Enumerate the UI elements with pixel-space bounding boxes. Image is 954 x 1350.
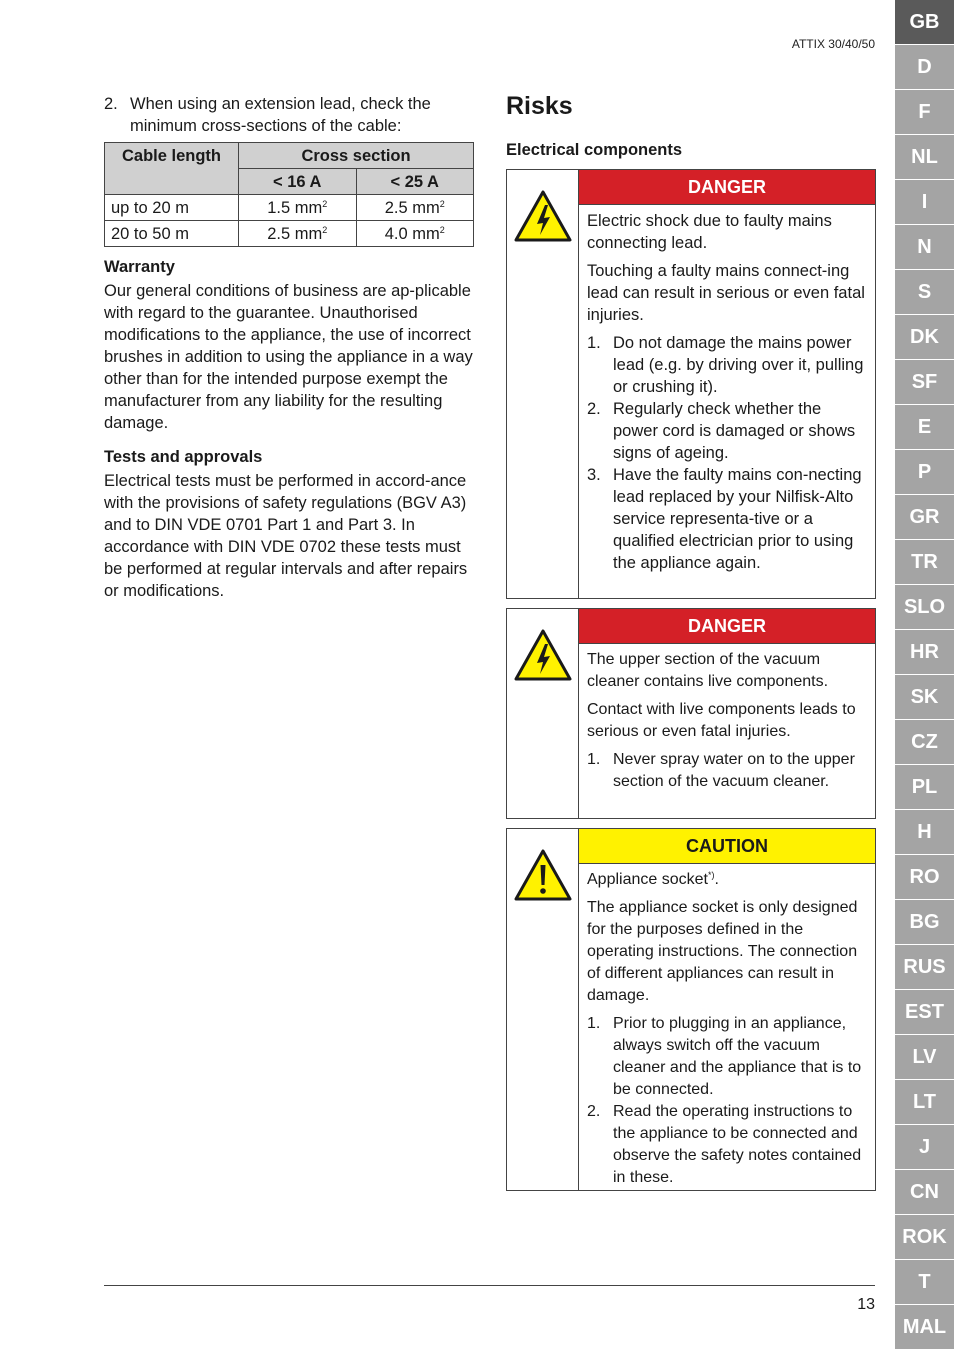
- table-cell-length: up to 20 m: [105, 195, 239, 221]
- language-tab-e[interactable]: E: [895, 405, 954, 449]
- language-tab-tr[interactable]: TR: [895, 540, 954, 584]
- warranty-text: Our general conditions of business are ap-plicable with regard to the guarantee. Unauthorised modifications to the appliance, the use of incorrect brushes in addition to using the appliance in a way other than for the intended purpose exempt the manufacturer from any liability for the resulting damage.: [104, 282, 473, 432]
- cable-table: [104, 142, 474, 247]
- language-sidebar: [895, 0, 954, 1350]
- caution-box-appliance-socket: [506, 828, 876, 1191]
- table-row: [105, 221, 474, 247]
- language-tab-d[interactable]: D: [895, 45, 954, 89]
- hazard-text: The upper section of the vacuum cleaner contains live components.: [587, 651, 829, 690]
- warranty-heading: Warranty: [104, 258, 175, 276]
- list-item: 1. Never spray water on to the upper section of the vacuum cleaner.: [587, 751, 855, 790]
- right-column: [506, 90, 876, 161]
- language-tab-pl[interactable]: PL: [895, 765, 954, 809]
- exclamation-warning-icon: [513, 848, 573, 902]
- list-number: 2.: [104, 95, 118, 113]
- list-item: 1. Prior to plugging in an appliance, always switch off the vacuum cleaner and the appliance that is to be connected.: [587, 1015, 862, 1098]
- consequence-text: The appliance socket is only designed for the purposes defined in the operating instructions. The connection of different appliances can result in damage.: [587, 899, 858, 1004]
- list-item: [104, 93, 474, 137]
- model-name: ATTIX 30/40/50: [791, 37, 875, 51]
- language-tab-lv[interactable]: LV: [895, 1035, 954, 1079]
- language-tab-mal[interactable]: MAL: [895, 1305, 954, 1349]
- language-tab-hr[interactable]: HR: [895, 630, 954, 674]
- language-tab-n[interactable]: N: [895, 225, 954, 269]
- danger-label: DANGER: [579, 609, 875, 644]
- hazard-text: Appliance socket*).: [587, 870, 719, 888]
- icon-cell: [507, 829, 579, 1190]
- list-item: 3. Have the faulty mains con-necting lead replaced by your Nilfisk-Alto service representa-tive or a qualified electrician prior to using the appliance again.: [587, 466, 862, 572]
- section-title: Risks: [506, 92, 573, 120]
- left-column: [104, 93, 474, 602]
- language-tab-est[interactable]: EST: [895, 990, 954, 1034]
- electric-hazard-icon: [513, 189, 573, 243]
- icon-cell: [507, 609, 579, 818]
- language-tab-lt[interactable]: LT: [895, 1080, 954, 1124]
- language-tab-cz[interactable]: CZ: [895, 720, 954, 764]
- language-tab-t[interactable]: T: [895, 1260, 954, 1304]
- icon-cell: [507, 170, 579, 598]
- consequence-text: Touching a faulty mains connect-ing lead can result in serious or even fatal injuries.: [587, 262, 865, 324]
- language-tab-i[interactable]: I: [895, 180, 954, 224]
- list-item: 2. Read the operating instructions to the appliance to be connected and observe the safety notes contained in these.: [587, 1103, 862, 1186]
- language-tab-h[interactable]: H: [895, 810, 954, 854]
- language-tab-j[interactable]: J: [895, 1125, 954, 1169]
- language-tab-p[interactable]: P: [895, 450, 954, 494]
- consequence-text: Contact with live components leads to serious or even fatal injuries.: [587, 701, 856, 740]
- table-cell-length: 20 to 50 m: [105, 221, 239, 247]
- electric-hazard-icon: [513, 628, 573, 682]
- table-cell-16a: 2.5 $mm^2$: [239, 221, 357, 247]
- danger-box-live-components: [506, 608, 876, 819]
- footer-divider: [104, 1285, 875, 1286]
- section-subtitle: Electrical components: [506, 141, 683, 159]
- language-tab-ro[interactable]: RO: [895, 855, 954, 899]
- table-header-16a: < 16 A: [239, 169, 357, 195]
- list-item: 1. Do not damage the mains power lead (e.g. by driving over it, pulling or crushing it).: [587, 334, 864, 396]
- tests-heading: Tests and approvals: [104, 448, 263, 466]
- table-header-cross-section: Cross section: [239, 143, 474, 169]
- table-header-25a: < 25 A: [356, 169, 474, 195]
- danger-box-mains-lead: [506, 169, 876, 599]
- table-cell-25a: 4.0 $mm^2$: [356, 221, 474, 247]
- hazard-text: Electric shock due to faulty mains connecting lead.: [587, 212, 832, 252]
- language-tab-slo[interactable]: SLO: [895, 585, 954, 629]
- table-header-cable-length: Cable length: [105, 143, 239, 195]
- language-tab-f[interactable]: F: [895, 90, 954, 134]
- list-item: 2. Regularly check whether the power cord is damaged or shows signs of ageing.: [587, 400, 856, 462]
- list-text: When using an extension lead, check the minimum cross-sections of the cable:: [130, 95, 431, 135]
- language-tab-cn[interactable]: CN: [895, 1170, 954, 1214]
- table-cell-16a: 1.5 $mm^2$: [239, 195, 357, 221]
- language-tab-bg[interactable]: BG: [895, 900, 954, 944]
- language-tab-sf[interactable]: SF: [895, 360, 954, 404]
- danger-label: DANGER: [579, 170, 875, 205]
- page-number: 13: [857, 1296, 875, 1313]
- language-tab-nl[interactable]: NL: [895, 135, 954, 179]
- table-cell-25a: 2.5 $mm^2$: [356, 195, 474, 221]
- table-row: [105, 195, 474, 221]
- language-tab-rok[interactable]: ROK: [895, 1215, 954, 1259]
- language-tab-dk[interactable]: DK: [895, 315, 954, 359]
- language-tab-s[interactable]: S: [895, 270, 954, 314]
- language-tab-gb[interactable]: GB: [895, 0, 954, 44]
- language-tab-gr[interactable]: GR: [895, 495, 954, 539]
- language-tab-sk[interactable]: SK: [895, 675, 954, 719]
- tests-text: Electrical tests must be performed in accord-ance with the provisions of safety regulations (BGV A3) and to DIN VDE 0701 Part 1 and Part 3. In accordance with DIN VDE 0702 these tests must be performed at regular intervals and after repairs or modifications.: [104, 472, 468, 600]
- caution-label: CAUTION: [579, 829, 875, 864]
- language-tab-rus[interactable]: RUS: [895, 945, 954, 989]
